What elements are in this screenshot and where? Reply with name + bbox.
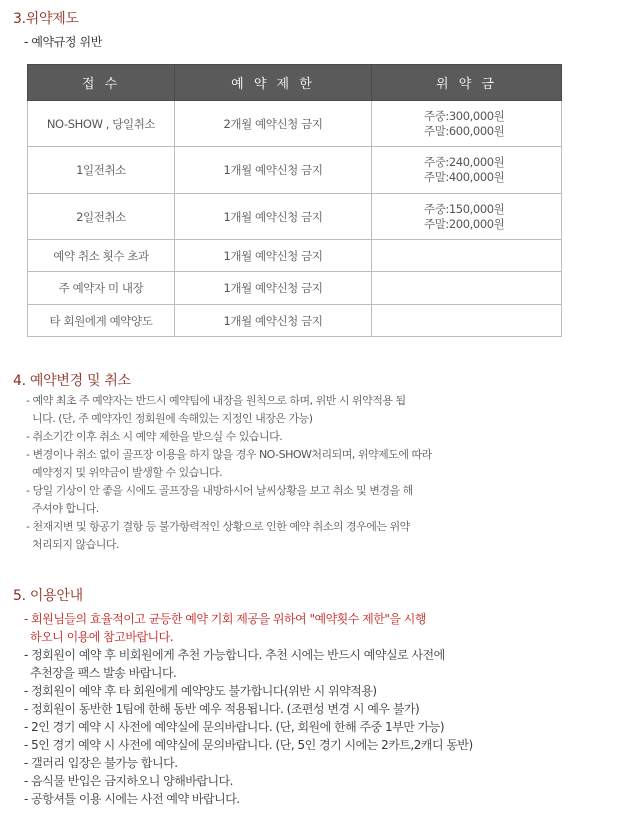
list-item: [26, 446, 432, 482]
restriction-cell: 1개월 예약신청 금지: [175, 272, 372, 305]
list-item-text: 하오니 이용에 참고바랍니다.: [30, 630, 174, 644]
list-item-text: - 갤러리 입장은 불가능 합니다.: [24, 756, 178, 770]
list-item-text: 처리되지 않습니다.: [32, 538, 120, 551]
restriction-cell: 2개월 예약신청 금지: [175, 101, 372, 147]
table-row: [28, 147, 562, 194]
list-item-text: - 5인 경기 예약 시 사전에 예약실에 문의바랍니다. (단, 5인 경기 시에는 2카트,2캐디 동반): [24, 738, 473, 752]
reception-cell: 1일전취소: [28, 147, 175, 194]
reception-cell: 타 회원에게 예약양도: [28, 305, 175, 337]
fee-line: 주말:600,000원: [424, 123, 505, 138]
fee-line: 주중:240,000원: [424, 155, 505, 169]
table-row: [28, 305, 562, 337]
list-item-text: 예약정지 및 위약금이 발생할 수 있습니다.: [32, 466, 223, 479]
reception-cell: 2일전취소: [28, 194, 175, 240]
restriction-cell: 1개월 예약신청 금지: [175, 240, 372, 272]
notice-item: [24, 610, 473, 646]
fee-cell: [372, 272, 562, 305]
list-item-text: - 천재지변 및 항공기 결항 등 불가항력적인 상황으로 인한 예약 취소의 경우에는 위약: [26, 520, 410, 533]
section3-title: 3.위약제도: [13, 11, 79, 27]
header-fee: 위 약 금: [372, 65, 562, 101]
list-item: [24, 718, 473, 736]
list-item: [24, 754, 473, 772]
list-item-text: - 공항셔틀 이용 시에는 사전 예약 바랍니다.: [24, 792, 240, 806]
table-row: [28, 194, 562, 240]
list-item: [24, 772, 473, 790]
section4-list: [26, 392, 432, 554]
list-item-text: - 정회원이 예약 후 타 회원에게 예약양도 불가합니다(위반 시 위약적용): [24, 684, 377, 698]
table-row: [28, 272, 562, 305]
section5-title: 5. 이용안내: [13, 588, 83, 604]
list-item: [24, 646, 473, 682]
header-reception: 접 수: [28, 65, 175, 101]
list-item-text: 추천장을 팩스 발송 바랍니다.: [30, 666, 177, 680]
list-item-text: - 음식물 반입은 금지하오니 양해바랍니다.: [24, 774, 233, 788]
fee-cell: [372, 101, 562, 147]
list-item: [26, 482, 432, 518]
reception-cell: 예약 취소 횟수 초과: [28, 240, 175, 272]
reception-cell: 주 예약자 미 내장: [28, 272, 175, 305]
list-item: [24, 700, 473, 718]
fee-line: 주말:400,000원: [424, 170, 505, 184]
list-item: [26, 428, 432, 446]
list-item: [24, 736, 473, 754]
table-header-row: [28, 65, 562, 101]
table-row: [28, 101, 562, 147]
header-restriction: 예 약 제 한: [175, 65, 372, 101]
fee-cell: [372, 305, 562, 337]
table-row: [28, 240, 562, 272]
list-item: [26, 518, 432, 554]
list-item-text: 니다. (단, 주 예약자인 정회원에 속해있는 지정인 내장은 가능): [32, 412, 313, 425]
fee-line: 주중:300,000원: [424, 108, 505, 123]
list-item-text: - 변경이나 취소 없이 골프장 이용을 하지 않을 경우 NO-SHOW처리되며, 위약제도에 따라: [26, 448, 432, 461]
fee-line: 주중:150,000원: [424, 201, 505, 216]
section5-list: [24, 610, 473, 808]
list-item-text: - 회원님들의 효율적이고 균등한 예약 기회 제공을 위하여 "예약횟수 제한"을 시행: [24, 612, 426, 626]
list-item: [24, 682, 473, 700]
fee-cell: [372, 147, 562, 194]
fee-cell: [372, 240, 562, 272]
restriction-cell: 1개월 예약신청 금지: [175, 305, 372, 337]
restriction-cell: 1개월 예약신청 금지: [175, 194, 372, 240]
list-item-text: - 취소기간 이후 취소 시 예약 제한을 받으실 수 있습니다.: [26, 430, 283, 443]
list-item: [26, 392, 432, 428]
reception-cell: NO-SHOW , 당일취소: [28, 101, 175, 147]
penalty-table: [27, 64, 562, 337]
list-item-text: - 예약 최초 주 예약자는 반드시 예약팀에 내장을 원칙으로 하며, 위반 시 위약적용 됩: [26, 394, 406, 407]
list-item-text: - 정회원이 동반한 1팀에 한해 동반 예우 적용됩니다. (조편성 변경 시 예우 불가): [24, 702, 420, 716]
list-item-text: 주셔야 합니다.: [32, 502, 99, 515]
fee-cell: [372, 194, 562, 240]
restriction-cell: 1개월 예약신청 금지: [175, 147, 372, 194]
section4-title: 4. 예약변경 및 취소: [13, 373, 131, 389]
list-item: [24, 790, 473, 808]
fee-line: 주말:200,000원: [424, 216, 505, 231]
list-item-text: - 당일 기상이 안 좋을 시에도 골프장을 내방하시어 날씨상황을 보고 취소 및 변경을 해: [26, 484, 413, 497]
list-item-text: - 정회원이 예약 후 비회원에게 추천 가능합니다. 추천 시에는 반드시 예약실로 사전에: [24, 648, 445, 662]
section3-subtitle: - 예약규정 위반: [24, 35, 102, 49]
list-item-text: - 2인 경기 예약 시 사전에 예약실에 문의바랍니다. (단, 회원에 한해 주중 1부만 가능): [24, 720, 445, 734]
